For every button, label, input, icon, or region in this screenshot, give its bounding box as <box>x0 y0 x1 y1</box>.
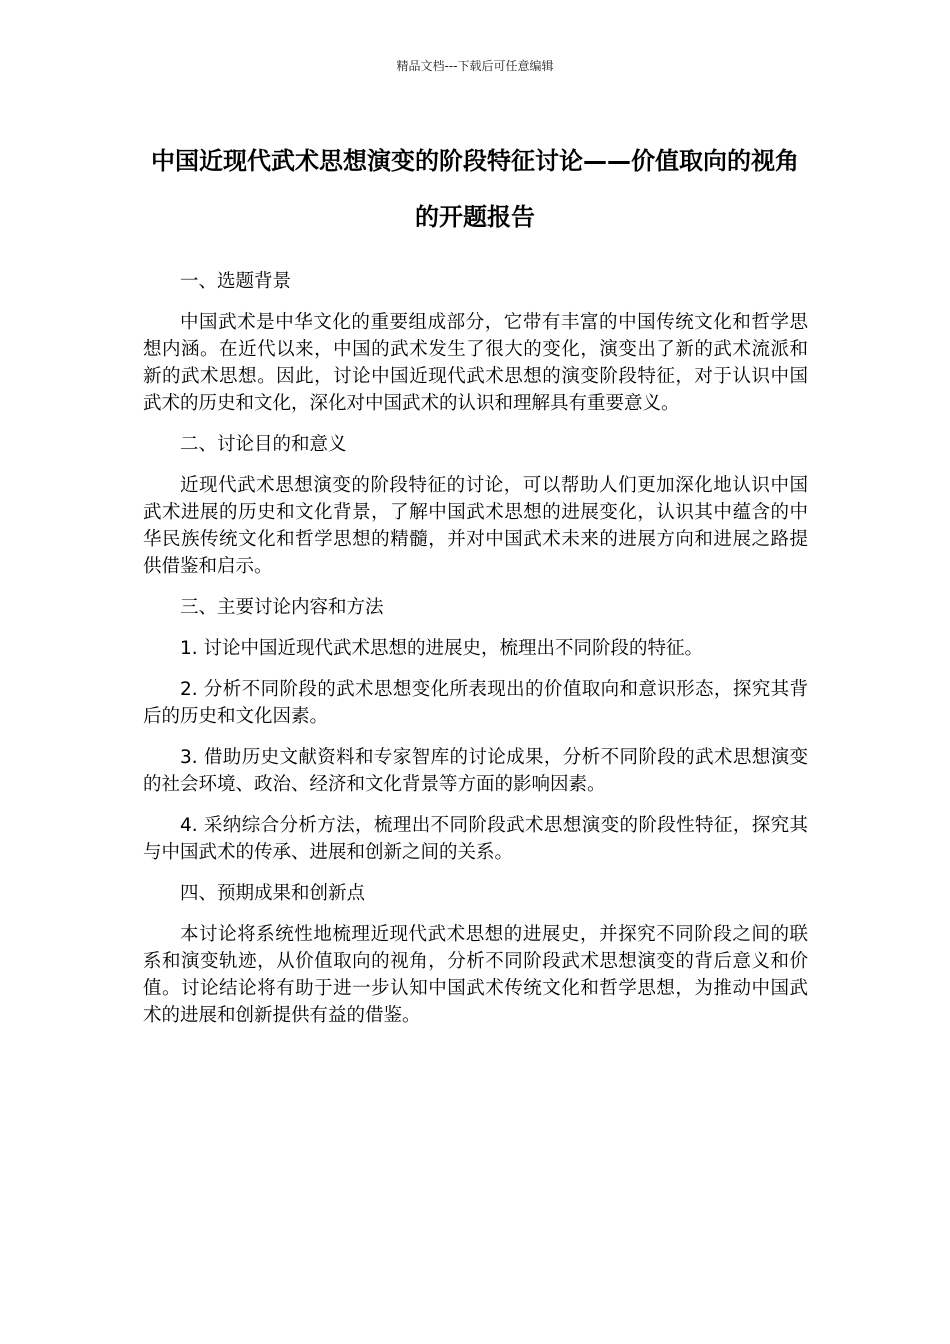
paragraph: 近现代武术思想演变的阶段特征的讨论，可以帮助人们更加深化地认识中国武术进展的历史和文化背景，了解中国武术思想的进展变化，认识其中蕴含的中华民族传统文化和哲学思想的精髓，并对中国武术未来的进展方向和进展之路提供借鉴和启示。 <box>143 475 808 577</box>
section-heading: 四、预期成果和创新点 <box>180 883 366 904</box>
list-item: 3. 借助历史文献资料和专家智库的讨论成果，分析不同阶段的武术思想演变的社会环境、政治、经济和文化背景等方面的影响因素。 <box>143 747 808 795</box>
list-item: 4. 采纳综合分析方法，梳理出不同阶段武术思想演变的阶段性特征，探究其与中国武术的传承、进展和创新之间的关系。 <box>143 815 808 863</box>
section-heading: 一、选题背景 <box>180 271 292 292</box>
list-item: 1. 讨论中国近现代武术思想的进展史，梳理出不同阶段的特征。 <box>180 638 704 659</box>
paragraph: 中国武术是中华文化的重要组成部分，它带有丰富的中国传统文化和哲学思想内涵。在近代以来，中国的武术发生了很大的变化，演变出了新的武术流派和新的武术思想。因此，讨论中国近现代武术思想的演变阶段特征，对于认识中国武术的历史和文化，深化对中国武术的认识和理解具有重要意义。 <box>143 312 808 414</box>
header-note: 精品文档---下载后可任意编辑 <box>396 59 554 73</box>
list-item: 2. 分析不同阶段的武术思想变化所表现出的价值取向和意识形态，探究其背后的历史和文化因素。 <box>143 679 808 727</box>
paragraph: 本讨论将系统性地梳理近现代武术思想的进展史，并探究不同阶段之间的联系和演变轨迹，从价值取向的视角，分析不同阶段武术思想演变的背后意义和价值。讨论结论将有助于进一步认知中国武术传统文化和哲学思想，为推动中国武术的进展和创新提供有益的借鉴。 <box>143 924 808 1026</box>
document-body <box>143 268 808 1043</box>
document-title: 中国近现代武术思想演变的阶段特征讨论——价值取向的视角的开题报告 <box>151 147 799 231</box>
section-heading: 二、讨论目的和意义 <box>180 434 347 455</box>
section-heading: 三、主要讨论内容和方法 <box>180 597 384 618</box>
